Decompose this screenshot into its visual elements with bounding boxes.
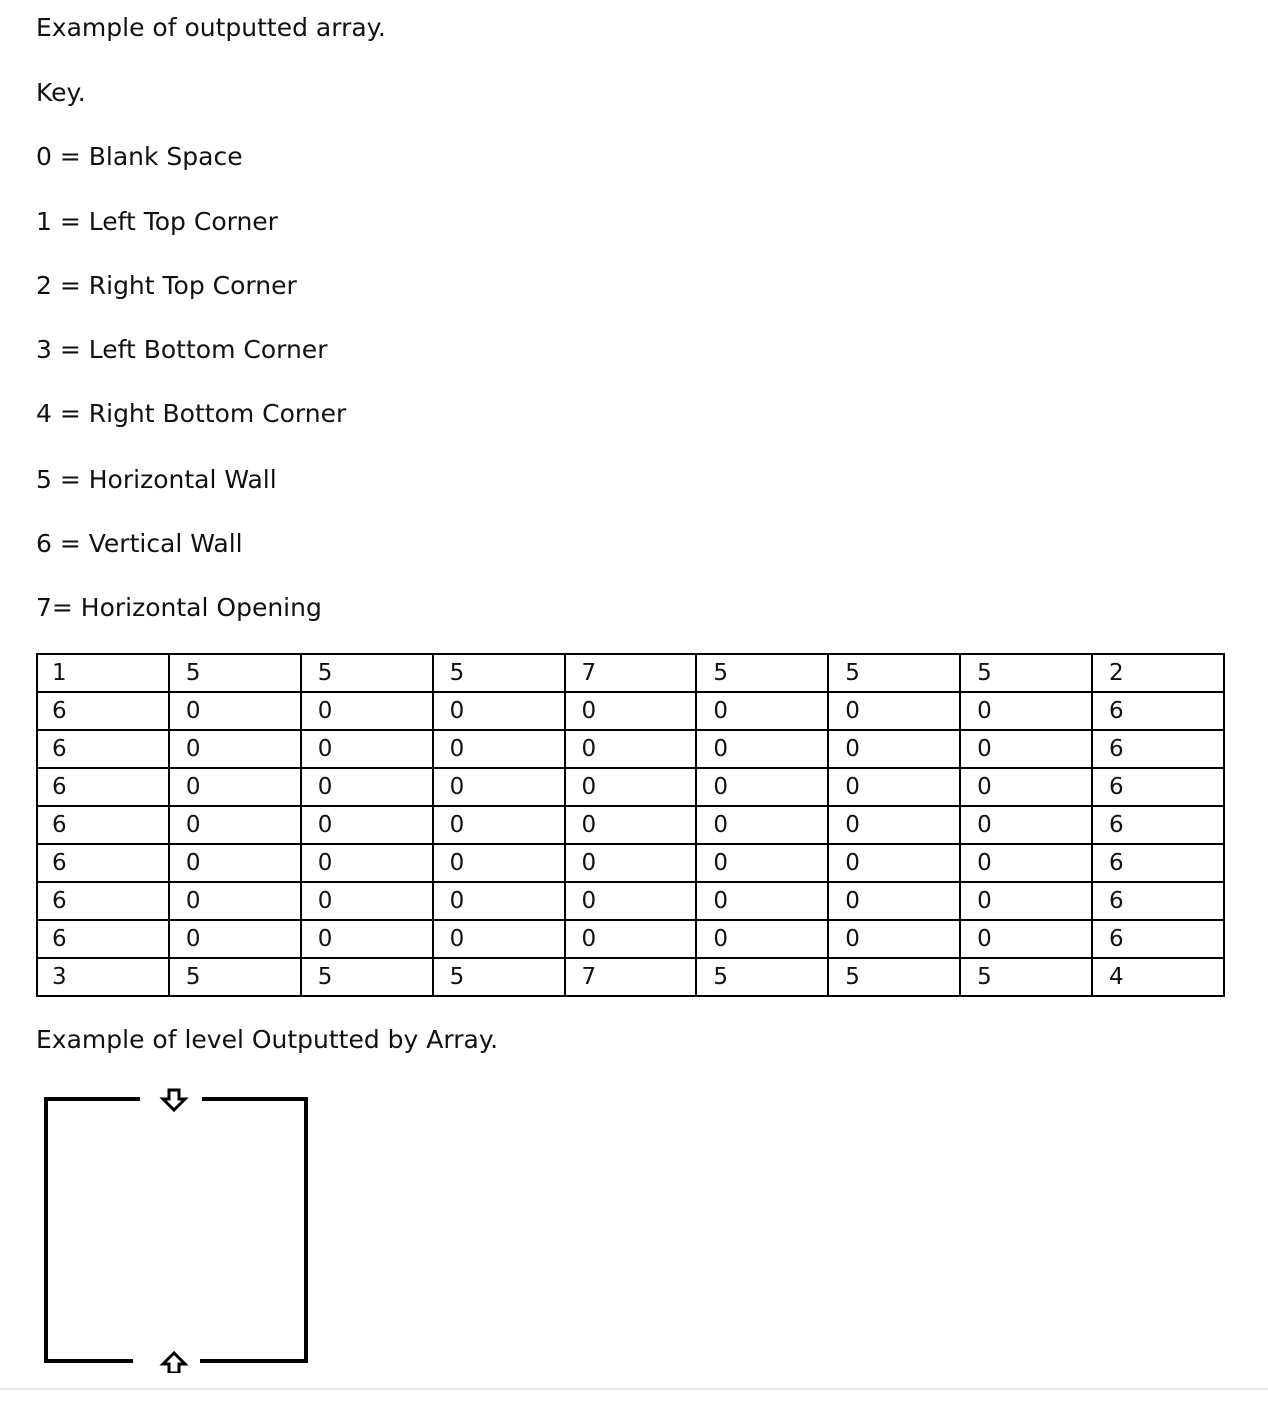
table-row bbox=[37, 654, 1224, 692]
table-cell: 0 bbox=[169, 844, 301, 882]
table-cell: 0 bbox=[433, 920, 565, 958]
table-cell: 6 bbox=[37, 692, 169, 730]
table-cell: 0 bbox=[565, 768, 697, 806]
table-cell: 5 bbox=[433, 654, 565, 692]
table-cell: 6 bbox=[1092, 882, 1224, 920]
table-cell: 0 bbox=[301, 844, 433, 882]
table-cell: 5 bbox=[169, 958, 301, 996]
table-cell: 5 bbox=[828, 654, 960, 692]
table-cell: 6 bbox=[37, 768, 169, 806]
table-cell: 0 bbox=[169, 730, 301, 768]
table-cell: 0 bbox=[696, 692, 828, 730]
table-cell: 0 bbox=[696, 806, 828, 844]
top-wall-right bbox=[202, 1097, 308, 1363]
table-cell: 5 bbox=[696, 958, 828, 996]
key-item-blank-space: 0 = Blank Space bbox=[36, 142, 243, 171]
table-cell: 7 bbox=[565, 958, 697, 996]
table-cell: 0 bbox=[301, 806, 433, 844]
key-item-horizontal-opening: 7= Horizontal Opening bbox=[36, 593, 322, 622]
table-cell: 0 bbox=[828, 692, 960, 730]
table-cell: 0 bbox=[960, 806, 1092, 844]
table-cell: 0 bbox=[565, 730, 697, 768]
table-cell: 7 bbox=[565, 654, 697, 692]
table-cell: 0 bbox=[433, 730, 565, 768]
table-cell: 0 bbox=[433, 806, 565, 844]
key-item-left-top-corner: 1 = Left Top Corner bbox=[36, 207, 278, 236]
table-cell: 0 bbox=[301, 882, 433, 920]
table-cell: 5 bbox=[301, 958, 433, 996]
table-cell: 0 bbox=[565, 692, 697, 730]
table-cell: 6 bbox=[1092, 920, 1224, 958]
table-cell: 0 bbox=[828, 882, 960, 920]
table-cell: 0 bbox=[828, 730, 960, 768]
table-cell: 4 bbox=[1092, 958, 1224, 996]
table-row bbox=[37, 958, 1224, 996]
table-cell: 0 bbox=[433, 882, 565, 920]
table-cell: 5 bbox=[960, 654, 1092, 692]
table-row bbox=[37, 920, 1224, 958]
table-cell: 0 bbox=[696, 882, 828, 920]
table-cell: 5 bbox=[433, 958, 565, 996]
table-row bbox=[37, 768, 1224, 806]
key-item-left-bottom-corner: 3 = Left Bottom Corner bbox=[36, 335, 328, 364]
table-row bbox=[37, 806, 1224, 844]
table-cell: 0 bbox=[433, 692, 565, 730]
table-cell: 0 bbox=[169, 768, 301, 806]
table-cell: 0 bbox=[169, 692, 301, 730]
page-bottom-divider bbox=[0, 1388, 1268, 1390]
table-cell: 0 bbox=[301, 730, 433, 768]
table-cell: 6 bbox=[1092, 806, 1224, 844]
table-cell: 0 bbox=[960, 768, 1092, 806]
table-cell: 0 bbox=[960, 920, 1092, 958]
page-heading: Example of outputted array. bbox=[36, 13, 386, 42]
table-cell: 0 bbox=[828, 806, 960, 844]
table-cell: 0 bbox=[960, 730, 1092, 768]
key-item-horizontal-wall: 5 = Horizontal Wall bbox=[36, 465, 277, 494]
top-wall-left bbox=[46, 1097, 140, 1363]
table-cell: 0 bbox=[169, 806, 301, 844]
table-row bbox=[37, 692, 1224, 730]
up-arrow-icon bbox=[163, 1353, 185, 1373]
table-cell: 0 bbox=[960, 882, 1092, 920]
table-cell: 0 bbox=[828, 768, 960, 806]
table-cell: 6 bbox=[1092, 768, 1224, 806]
table-cell: 5 bbox=[169, 654, 301, 692]
table-cell: 6 bbox=[37, 882, 169, 920]
table-row bbox=[37, 882, 1224, 920]
table-cell: 2 bbox=[1092, 654, 1224, 692]
table-cell: 6 bbox=[37, 844, 169, 882]
table-cell: 0 bbox=[828, 920, 960, 958]
table-cell: 0 bbox=[169, 882, 301, 920]
table-cell: 0 bbox=[696, 730, 828, 768]
table-cell: 6 bbox=[37, 806, 169, 844]
table-cell: 0 bbox=[565, 920, 697, 958]
table-cell: 6 bbox=[1092, 730, 1224, 768]
table-cell: 6 bbox=[37, 920, 169, 958]
table-cell: 1 bbox=[37, 654, 169, 692]
table-cell: 0 bbox=[960, 844, 1092, 882]
table-cell: 0 bbox=[301, 920, 433, 958]
table-cell: 5 bbox=[960, 958, 1092, 996]
key-item-right-bottom-corner: 4 = Right Bottom Corner bbox=[36, 399, 347, 428]
table-cell: 0 bbox=[301, 692, 433, 730]
key-title: Key. bbox=[36, 78, 86, 107]
table-cell: 0 bbox=[433, 844, 565, 882]
level-array-table bbox=[36, 653, 1225, 997]
table-cell: 0 bbox=[301, 768, 433, 806]
key-item-vertical-wall: 6 = Vertical Wall bbox=[36, 529, 243, 558]
table-cell: 0 bbox=[960, 692, 1092, 730]
table-cell: 0 bbox=[169, 920, 301, 958]
table-cell: 5 bbox=[696, 654, 828, 692]
table-cell: 0 bbox=[828, 844, 960, 882]
table-cell: 0 bbox=[565, 806, 697, 844]
table-cell: 0 bbox=[696, 920, 828, 958]
level-diagram bbox=[40, 1085, 316, 1373]
table-row bbox=[37, 730, 1224, 768]
table-cell: 0 bbox=[433, 768, 565, 806]
table-cell: 0 bbox=[565, 844, 697, 882]
table-cell: 3 bbox=[37, 958, 169, 996]
table-cell: 5 bbox=[828, 958, 960, 996]
down-arrow-icon bbox=[163, 1090, 185, 1110]
table-row bbox=[37, 844, 1224, 882]
level-caption: Example of level Outputted by Array. bbox=[36, 1025, 499, 1054]
table-cell: 0 bbox=[696, 768, 828, 806]
key-item-right-top-corner: 2 = Right Top Corner bbox=[36, 271, 297, 300]
table-cell: 6 bbox=[1092, 844, 1224, 882]
table-cell: 0 bbox=[565, 882, 697, 920]
table-cell: 6 bbox=[37, 730, 169, 768]
table-cell: 0 bbox=[696, 844, 828, 882]
table-cell: 6 bbox=[1092, 692, 1224, 730]
table-cell: 5 bbox=[301, 654, 433, 692]
